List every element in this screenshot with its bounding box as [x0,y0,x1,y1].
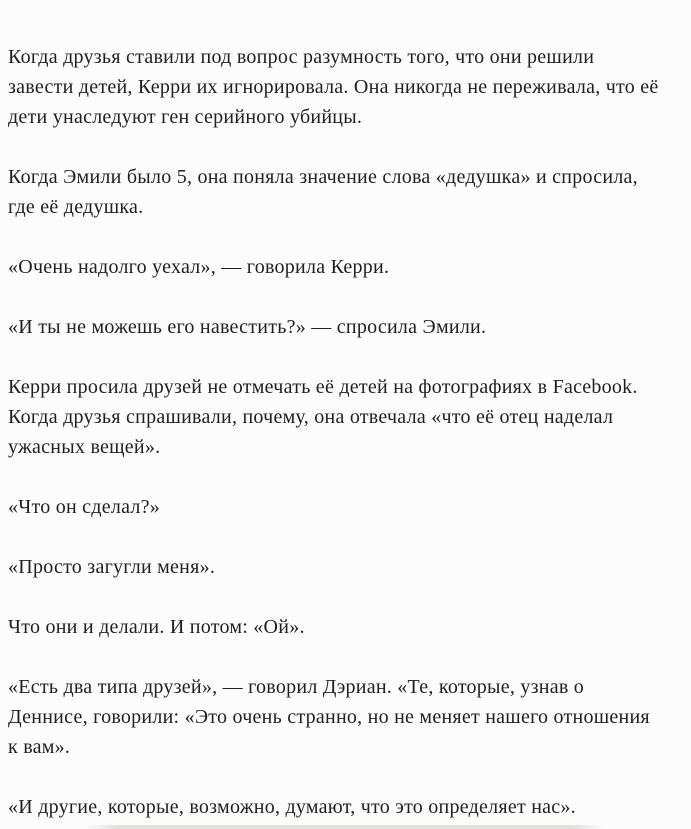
article-paragraph: Когда друзья ставили под вопрос разумность того, что они решили завести детей, Керри их игнорировала. Она никогда не переживала, что её дети унаследуют ген серийного убийцы. [8,46,659,128]
article-paragraph: «Что он сделал?» [8,496,160,518]
article-paragraph: «И ты не можешь его навестить?» — спросила Эмили. [8,316,487,338]
article-paragraph: Керри просила друзей не отмечать её детей на фотографиях в Facebook. Когда друзья спрашивали, почему, она отвечала «что её отец наделал ужасных вещей». [8,376,638,458]
article-paragraph: Что они и делали. И потом: «Ой». [8,616,305,638]
article-paragraph: «И другие, которые, возможно, думают, что это определяет нас». [8,796,576,818]
cropped-bottom-element [86,825,604,829]
article-paragraph: «Просто загугли меня». [8,556,216,578]
article-paragraph: «Есть два типа друзей», — говорил Дэриан. «Те, которые, узнав о Деннисе, говорили: «Это очень странно, но не меняет нашего отношения к вам». [8,676,650,758]
article-paragraph: Когда Эмили было 5, она поняла значение слова «дедушка» и спросила, где её дедушка. [8,166,638,218]
article-paragraph: «Очень надолго уехал», — говорила Керри. [8,256,390,278]
